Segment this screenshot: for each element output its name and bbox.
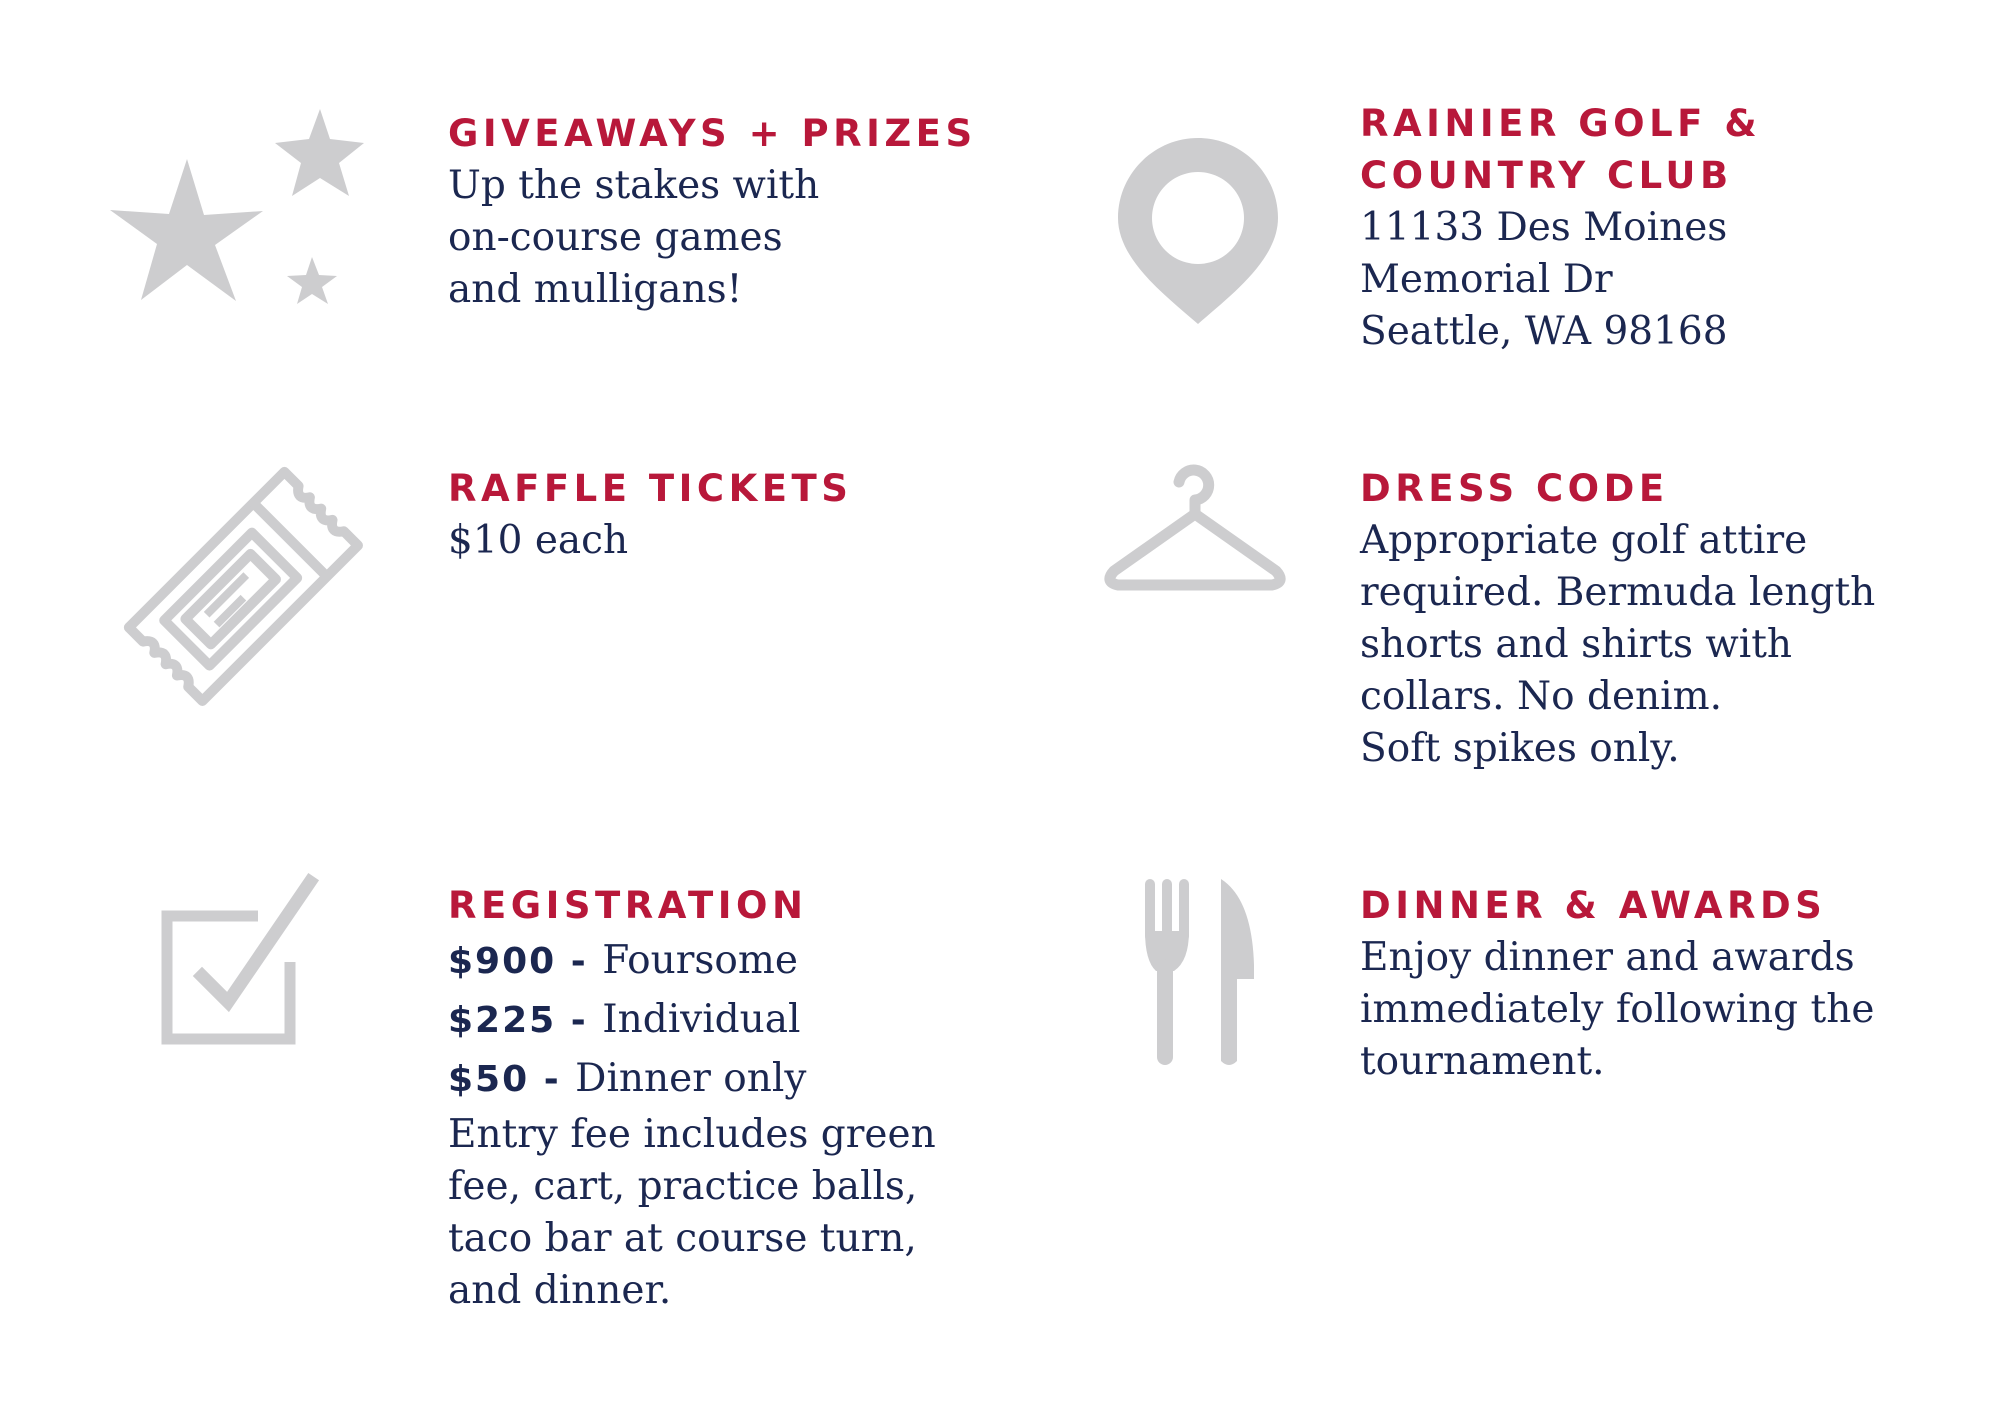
price-list <box>448 932 1028 1109</box>
price-separator: - <box>556 1000 603 1041</box>
checkbox-icon <box>158 872 333 1047</box>
price-label: Foursome <box>602 938 798 983</box>
ticket-icon <box>112 455 372 715</box>
dinner-line-2: immediately following the <box>1360 987 1875 1032</box>
giveaways-line-1: Up the stakes with <box>448 163 820 208</box>
hanger-icon <box>1100 458 1290 598</box>
giveaways-section <box>448 108 1008 316</box>
location-heading-line-2: COUNTRY CLUB <box>1360 154 1733 197</box>
registration-note-line-4: and dinner. <box>448 1268 672 1313</box>
location-section <box>1360 98 1960 358</box>
registration-note-line-1: Entry fee includes green <box>448 1112 936 1157</box>
dress-code-description <box>1360 515 1980 775</box>
location-heading <box>1360 98 1960 202</box>
address-line-2: Memorial Dr <box>1360 257 1613 302</box>
dinner-heading: DINNER & AWARDS <box>1360 884 1827 927</box>
dress-code-section <box>1360 463 1980 775</box>
registration-note-line-3: taco bar at course turn, <box>448 1216 917 1261</box>
price-amount: $900 <box>448 941 557 982</box>
raffle-price: $10 each <box>448 518 629 563</box>
address-line-3: Seattle, WA 98168 <box>1360 309 1728 354</box>
price-amount: $225 <box>448 1000 557 1041</box>
dress-code-heading: DRESS CODE <box>1360 467 1669 510</box>
dress-code-line-4: collars. No denim. <box>1360 674 1722 719</box>
dinner-description <box>1360 932 1980 1088</box>
raffle-heading: RAFFLE TICKETS <box>448 467 853 510</box>
giveaways-line-3: and mulligans! <box>448 267 743 312</box>
stars-icon <box>105 105 375 325</box>
dinner-line-3: tournament. <box>1360 1039 1605 1084</box>
dress-code-line-1: Appropriate golf attire <box>1360 518 1808 563</box>
price-row-foursome <box>448 932 1028 991</box>
price-row-individual <box>448 991 1028 1050</box>
dress-code-line-5: Soft spikes only. <box>1360 726 1680 771</box>
price-label: Individual <box>602 997 801 1042</box>
location-heading-line-1: RAINIER GOLF & <box>1360 102 1762 145</box>
dinner-line-1: Enjoy dinner and awards <box>1360 935 1855 980</box>
small-star <box>287 257 337 304</box>
registration-note <box>448 1109 1028 1317</box>
price-separator: - <box>556 941 603 982</box>
price-label: Dinner only <box>575 1056 807 1101</box>
medium-star <box>275 109 364 196</box>
large-star <box>110 159 263 301</box>
dress-code-line-3: shorts and shirts with <box>1360 622 1793 667</box>
dress-code-line-2: required. Bermuda length <box>1360 570 1876 615</box>
registration-section <box>448 880 1028 1317</box>
price-amount: $50 <box>448 1059 530 1100</box>
giveaways-heading: GIVEAWAYS + PRIZES <box>448 112 977 155</box>
dinner-section <box>1360 880 1980 1088</box>
giveaways-description <box>448 160 1008 316</box>
giveaways-line-2: on-course games <box>448 215 783 260</box>
location-address <box>1360 202 1960 358</box>
map-pin-icon <box>1118 138 1278 325</box>
address-line-1: 11133 Des Moines <box>1360 205 1728 250</box>
fork-knife-icon <box>1140 875 1260 1070</box>
price-row-dinner <box>448 1050 1028 1109</box>
registration-heading: REGISTRATION <box>448 884 808 927</box>
price-separator: - <box>529 1059 576 1100</box>
registration-note-line-2: fee, cart, practice balls, <box>448 1164 918 1209</box>
raffle-section <box>448 463 1008 567</box>
